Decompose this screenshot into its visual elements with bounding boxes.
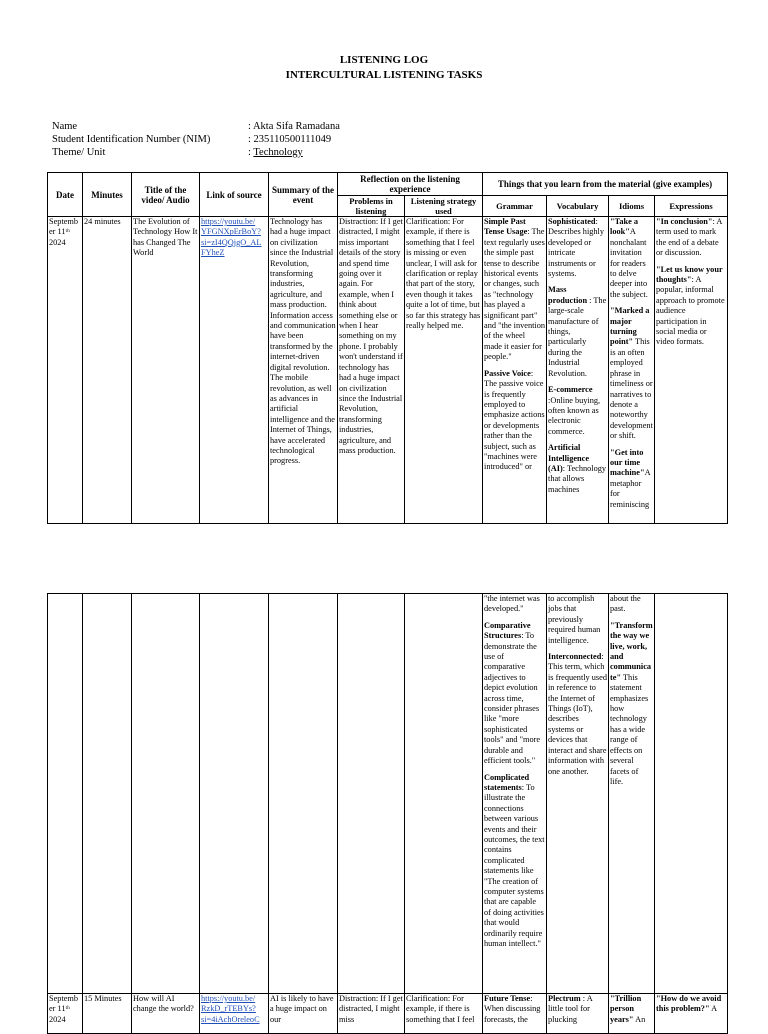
vocab-head: Sophisticated: [548, 217, 596, 226]
idiom-body: A nonchalant invitation for readers to delve deeper into the subject.: [610, 227, 648, 299]
theme-value: Technology: [253, 147, 303, 158]
grammar-body: : The passive voice is frequently employed to emphasize actions or developments rather than the subject, such as "machines were introduced" or: [484, 368, 545, 472]
grammar-body: : The text regularly uses the simple past tense to describe historical events or changes, such as "technology has played a significant part" and "the invention of the wheel made it easier for people.": [484, 227, 546, 362]
cell-link: [200, 594, 269, 994]
header-minutes: Minutes: [83, 173, 132, 217]
header-strategy: Listening strategy used: [405, 196, 483, 217]
cell-date: Septemb er 11ᵗʰ 2024: [48, 217, 83, 524]
nim-label: Student Identification Number (NIM): [52, 134, 211, 145]
cell-problems: Distraction: If I get distracted, I might miss: [338, 994, 405, 1034]
expression-head: "How do we avoid this problem?": [656, 994, 722, 1014]
cell-strategy: Clarification: For example, if there is something that I feel is missing or even unclear, I will ask for clarification or replay that part of the story, even though it takes quite a lot of time, but so far this strategy has really helped me.: [405, 217, 483, 524]
cell-vocabulary: [547, 217, 609, 524]
name-row: [52, 121, 340, 132]
vocab-head: Plectrum: [548, 994, 581, 1003]
expression-head: "Let us know your thoughts": [656, 264, 723, 285]
idiom-head: "Take a look": [610, 217, 639, 237]
grammar-head: Passive Voice: [484, 368, 531, 378]
vocab-head: E-commerce: [548, 385, 593, 395]
idiom-body: An: [633, 1014, 646, 1024]
vocab-body: :Online buying, often known as electronic commerce.: [548, 395, 601, 436]
vocab-body: : Describes highly developed or intricate instruments or systems.: [548, 217, 605, 279]
idiom-body: about the past.: [610, 594, 641, 614]
cell-title: How will AI change the world?: [132, 994, 200, 1034]
cell-expressions: [655, 994, 728, 1034]
vocab-body: : A little tool for plucking: [548, 994, 593, 1024]
cell-grammar: [483, 594, 547, 994]
cell-idioms: [609, 217, 655, 524]
cell-minutes: 15 Minutes: [83, 994, 132, 1034]
table-row: [48, 994, 728, 1034]
table-row: [48, 217, 728, 524]
idiom-head: "Trillion person years": [610, 994, 642, 1024]
grammar-head: Comparative Structures: [484, 620, 531, 641]
cell-summary: Technology has had a huge impact on civilization since the Industrial Revolution, transforming industries, agriculture, and mass production. Information access and communication have been transformed by the internet-driven digital revolution. The mobile revolution, as well as advances in artificial intelligence and the Internet of Things, have accelerated technological progress.: [269, 217, 338, 524]
table-row: [48, 594, 728, 994]
cell-date: [48, 594, 83, 994]
grammar-body: "the internet was developed.": [484, 594, 540, 614]
header-learn: Things that you learn from the material (give examples): [483, 173, 728, 196]
cell-summary: [269, 594, 338, 994]
source-link[interactable]: https://youtu.be/ YFGNXpErBoY? si=zI4QQjgO_AL FYheZ: [201, 217, 262, 258]
cell-problems: [338, 594, 405, 994]
expression-body: : A term used to mark the end of a debate or discussion.: [656, 217, 722, 258]
header-summary: Summary of the event: [269, 173, 338, 217]
listening-log-table-continued: [47, 593, 728, 1034]
idiom-body: This is an often employed phrase in timeliness or narratives to denote a noteworthy development or shift.: [610, 337, 653, 441]
theme-label: Theme/ Unit: [52, 147, 106, 158]
document-title: LISTENING LOG: [339, 54, 429, 66]
cell-expressions: [655, 217, 728, 524]
grammar-body: : To demonstrate the use of comparative adjectives to depict evolution across time, consider phrases like "more sophisticated tools" and "more durable and efficient tools.": [484, 631, 541, 766]
cell-problems: Distraction: If I get distracted, I might miss important details of the story and spend time going over it again. For example, when I think about something else or when I hear something on my phone. I probably won't understand if technology has had a huge impact on civilization since the Industrial Revolution, transforming industries, agriculture, and mass production.: [338, 217, 405, 524]
cell-idioms: [609, 994, 655, 1034]
cell-grammar: [483, 217, 547, 524]
header-reflection: Reflection on the listening experience: [338, 173, 483, 196]
expression-body: A: [709, 1004, 718, 1014]
header-date: Date: [48, 173, 83, 217]
theme-colon: :: [248, 147, 254, 158]
expression-body: : A popular, informal approach to promote audience participation in social media or video formats.: [656, 275, 725, 347]
header-grammar: Grammar: [483, 196, 547, 217]
cell-minutes: 24 minutes: [83, 217, 132, 524]
nim-value: : 235110500111049: [248, 134, 332, 145]
vocab-body: to accomplish jobs that previously required human intelligence.: [548, 594, 601, 645]
grammar-head: Complicated statements: [484, 772, 530, 792]
name-value: : Akta Sifa Ramadana: [248, 121, 340, 132]
vocab-body: : Technology that allows machines: [548, 463, 607, 494]
vocab-body: : This term, which is frequently used in reference to the Internet of Things (IoT), describes systems or devices that interact and share information with one another.: [548, 652, 607, 776]
cell-link: [200, 217, 269, 524]
vocab-head: Artificial Intelligence (AI): [548, 443, 590, 473]
vocab-head: Interconnected: [548, 652, 602, 662]
theme-row: [52, 147, 303, 158]
idiom-body: A metaphor for reminiscing: [610, 468, 651, 509]
grammar-body: : To illustrate the connections between various events and their outcomes, the text contains complicated statements like "The creation of computer systems that are capable of doing activities that would ordinarily require human intellect.": [484, 782, 545, 948]
header-title: Title of the video/ Audio: [132, 173, 200, 217]
cell-date: Septemb er 11ᵗʰ 2024: [48, 994, 83, 1034]
header-problems: Problems in listening: [338, 196, 405, 217]
cell-summary: AI is likely to have a huge impact on our: [269, 994, 338, 1034]
cell-title: [132, 594, 200, 994]
listening-log-table: [47, 172, 728, 524]
cell-grammar: [483, 994, 547, 1034]
vocab-body: : The large-scale manufacture of things, particularly during the Industrial Revolution.: [548, 295, 607, 378]
cell-vocabulary: [547, 594, 609, 994]
idiom-head: "Transform the way we live, work, and communicate": [610, 620, 653, 682]
grammar-head: Future Tense: [484, 994, 531, 1003]
idiom-head: "Marked a major turning point": [610, 306, 650, 347]
source-link[interactable]: https://youtu.be/ RzkD_rTEBYs? si=4iAchOreleoC: [201, 994, 260, 1024]
cell-expressions: [655, 594, 728, 994]
header-expressions: Expressions: [655, 196, 728, 217]
cell-link: [200, 994, 269, 1034]
document-subtitle: INTERCULTURAL LISTENING TASKS: [285, 69, 483, 81]
idiom-body: This statement emphasizes how technology has a wide range of effects on several facets of life.: [610, 672, 649, 786]
grammar-body: : When discussing forecasts, the: [484, 994, 541, 1024]
cell-strategy: Clarification: For example, if there is something that I feel: [405, 994, 483, 1034]
name-label: Name: [52, 121, 78, 132]
cell-minutes: [83, 594, 132, 994]
cell-idioms: [609, 594, 655, 994]
nim-row: [52, 134, 331, 145]
cell-vocabulary: [547, 994, 609, 1034]
header-idioms: Idioms: [609, 196, 655, 217]
vocab-head: Mass production: [548, 285, 588, 305]
header-vocabulary: Vocabulary: [547, 196, 609, 217]
grammar-head: Simple Past Tense Usage: [484, 217, 528, 237]
header-link: Link of source: [200, 173, 269, 217]
expression-head: "In conclusion": [656, 217, 713, 226]
cell-strategy: [405, 594, 483, 994]
cell-title: The Evolution of Technology How It has Changed The World: [132, 217, 200, 524]
idiom-head: "Get into our time machine": [610, 447, 645, 478]
